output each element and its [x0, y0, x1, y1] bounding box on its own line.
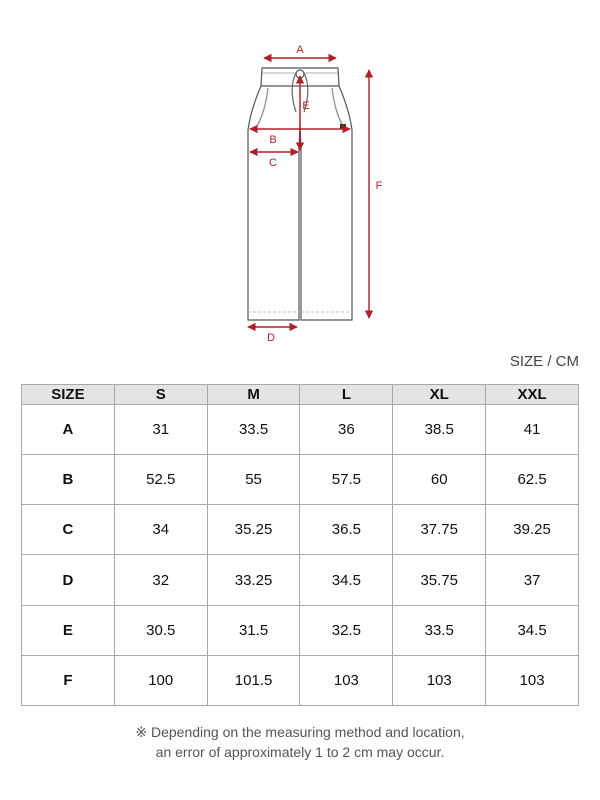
table-cell: 57.5	[300, 455, 393, 505]
table-row	[22, 555, 579, 605]
header-l: L	[300, 385, 393, 405]
table-cell: 33.5	[207, 405, 300, 455]
row-label: D	[22, 555, 115, 605]
table-cell: 103	[486, 655, 579, 705]
table-header-row	[22, 385, 579, 405]
row-label: A	[22, 405, 115, 455]
dim-label-e: E	[302, 100, 310, 112]
pants-measurement-diagram	[0, 0, 600, 350]
table-cell: 34.5	[300, 555, 393, 605]
table-cell: 30.5	[114, 605, 207, 655]
header-m: M	[207, 385, 300, 405]
row-label: C	[22, 505, 115, 555]
table-cell: 37	[486, 555, 579, 605]
table-cell: 103	[393, 655, 486, 705]
table-cell: 62.5	[486, 455, 579, 505]
header-xxl: XXL	[486, 385, 579, 405]
dim-label-c: C	[269, 157, 277, 169]
table-cell: 34.5	[486, 605, 579, 655]
table-cell: 101.5	[207, 655, 300, 705]
table-row	[22, 655, 579, 705]
table-cell: 31	[114, 405, 207, 455]
row-label: E	[22, 605, 115, 655]
header-size: SIZE	[22, 385, 115, 405]
label-tag-icon	[340, 124, 346, 129]
header-s: S	[114, 385, 207, 405]
table-cell: 33.25	[207, 555, 300, 605]
row-label: B	[22, 455, 115, 505]
dim-label-f: F	[375, 180, 383, 192]
dim-label-b: B	[269, 134, 277, 146]
table-cell: 32.5	[300, 605, 393, 655]
table-cell: 33.5	[393, 605, 486, 655]
table-cell: 36	[300, 405, 393, 455]
header-xl: XL	[393, 385, 486, 405]
table-cell: 103	[300, 655, 393, 705]
table-row	[22, 405, 579, 455]
unit-note: SIZE / CM	[509, 353, 579, 370]
table-cell: 37.75	[393, 505, 486, 555]
table-cell: 34	[114, 505, 207, 555]
table-cell: 41	[486, 405, 579, 455]
table-cell: 31.5	[207, 605, 300, 655]
measurement-footnote	[0, 722, 600, 762]
size-chart-table	[21, 384, 579, 706]
row-label: F	[22, 655, 115, 705]
dim-label-a: A	[296, 44, 304, 56]
table-cell: 35.75	[393, 555, 486, 605]
table-cell: 38.5	[393, 405, 486, 455]
table-cell: 55	[207, 455, 300, 505]
table-row	[22, 505, 579, 555]
table-cell: 60	[393, 455, 486, 505]
table-row	[22, 455, 579, 505]
table-cell: 39.25	[486, 505, 579, 555]
table-row	[22, 605, 579, 655]
footnote-line-1: ※ Depending on the measuring method and location,	[135, 724, 465, 740]
dim-label-d: D	[267, 332, 275, 344]
table-cell: 35.25	[207, 505, 300, 555]
table-cell: 52.5	[114, 455, 207, 505]
table-cell: 32	[114, 555, 207, 605]
table-cell: 100	[114, 655, 207, 705]
footnote-line-2: an error of approximately 1 to 2 cm may occur.	[155, 744, 445, 760]
table-cell: 36.5	[300, 505, 393, 555]
pants-diagram-svg	[0, 0, 600, 350]
